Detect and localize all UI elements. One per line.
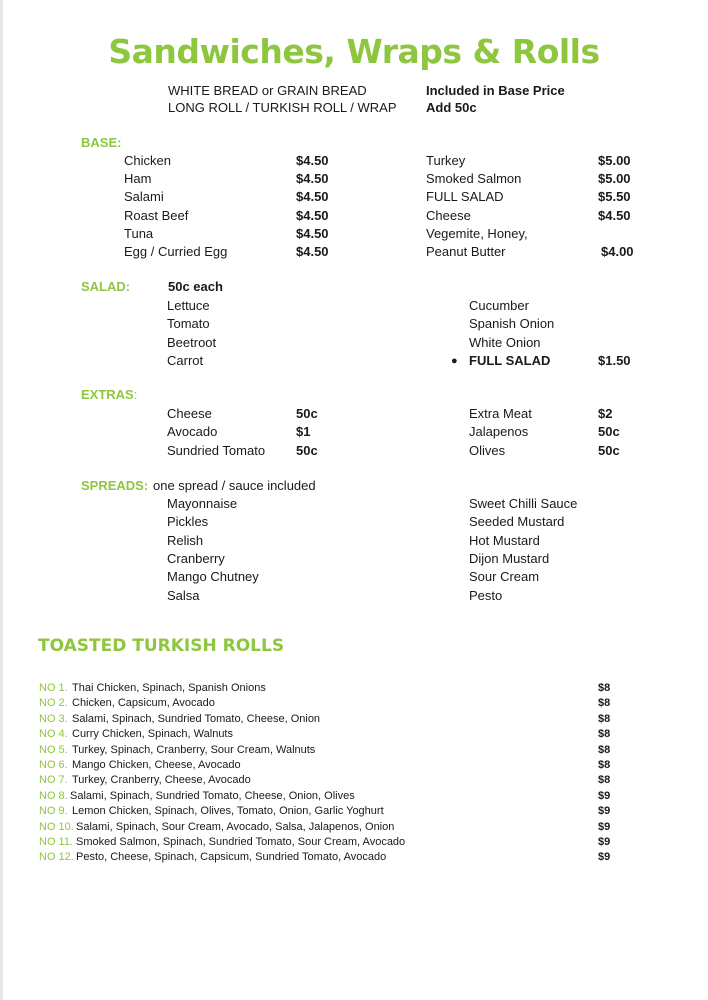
turkish-desc: Pesto, Cheese, Spinach, Capsicum, Sundried Tomato, Avocado [76,851,387,864]
spread-item-name: Cranberry [167,550,225,566]
salad-item-name: Lettuce [167,298,210,313]
spread-item-name: Pesto [469,587,503,603]
turkish-row [0,820,708,835]
extras-item-price: 50c [598,442,620,458]
turkish-number: NO 3. [39,712,68,725]
salad-heading: SALAD: [81,279,131,294]
turkish-price: $8 [598,682,611,694]
turkish-desc: Curry Chicken, Spinach, Walnuts [72,728,233,741]
turkish-row [0,758,708,773]
turkish-price: $8 [598,712,611,725]
base-item-price: $5.50 [598,189,631,205]
turkish-price: $8 [598,697,611,710]
turkish-number: NO 1. [39,682,68,694]
salad-item-name: Beetroot [167,334,217,350]
base-item-name: FULL SALAD [426,189,504,205]
spread-item-name: Sweet Chilli Sauce [469,496,578,511]
bullet-icon: ● [451,355,458,367]
turkish-desc: Thai Chicken, Spinach, Spanish Onions [72,682,266,694]
turkish-number: NO 6. [39,759,68,771]
base-item-name: Vegemite, Honey, [426,225,528,241]
turkish-number: NO 10. [39,820,74,833]
base-heading: BASE: [81,135,122,150]
spread-item-name: Seeded Mustard [469,514,565,530]
page-title: Sandwiches, Wraps & Rolls [108,32,600,71]
bread-line-1-price: Included in Base Price [426,83,565,98]
turkish-desc: Salami, Spinach, Sundried Tomato, Cheese, Onion [72,712,321,725]
base-item-price: $4.50 [296,153,329,168]
turkish-price: $9 [598,805,611,818]
extras-item-price: $2 [598,406,613,421]
extras-heading-colon: : [133,387,138,402]
turkish-price: $9 [598,789,611,802]
spread-item-name: Dijon Mustard [469,550,550,566]
spread-item-name: Salsa [167,587,200,603]
spread-item-name: Sour Cream [469,569,540,585]
turkish-desc: Mango Chicken, Cheese, Avocado [72,759,241,771]
spreads-heading: SPREADS: [81,478,149,493]
spread-item-name: Mayonnaise [167,496,238,511]
turkish-desc: Salami, Spinach, Sour Cream, Avocado, Salsa, Jalapenos, Onion [76,820,395,833]
base-item-price: $4.50 [296,244,329,259]
base-item-price: $4.50 [296,171,329,187]
bread-line-2-price: Add 50c [426,100,477,115]
extras-item-price: 50c [296,406,318,421]
turkish-desc: Smoked Salmon, Spinach, Sundried Tomato, Sour Cream, Avocado [76,836,406,848]
extras-heading-text: EXTRAS [81,387,134,402]
base-item-price: $4.50 [598,207,631,223]
turkish-row [0,804,708,819]
turkish-row [0,835,708,850]
base-item-name: Egg / Curried Egg [124,244,228,259]
turkish-price: $9 [598,820,611,833]
spread-item-name: Relish [167,532,204,548]
turkish-row [0,696,708,711]
base-item-price: $4.50 [296,225,329,241]
base-item-name: Chicken [124,153,171,168]
turkish-row [0,712,708,727]
turkish-number: NO 9. [39,805,68,818]
turkish-row [0,773,708,788]
turkish-number: NO 12. [39,851,74,864]
salad-item-name: Tomato [167,316,210,332]
spreads-note: one spread / sauce included [153,478,316,493]
salad-item-name: Cucumber [469,298,529,313]
turkish-row [0,789,708,804]
turkish-desc: Turkey, Spinach, Cranberry, Sour Cream, Walnuts [72,743,316,756]
extras-item-name: Jalapenos [469,424,529,440]
turkish-number: NO 7. [39,774,68,787]
base-item-name: Tuna [124,225,154,241]
turkish-heading: TOASTED TURKISH ROLLS [38,636,285,656]
extras-item-name: Olives [469,442,506,458]
turkish-row [0,727,708,742]
base-item-price: $4.50 [296,207,329,223]
extras-heading [81,387,137,402]
turkish-row [0,681,708,696]
extras-item-price: 50c [296,442,318,458]
turkish-price: $8 [598,759,611,771]
base-item-price: $4.00 [601,244,634,259]
turkish-number: NO 8. [39,789,68,802]
base-item-name: Roast Beef [124,207,189,223]
extras-item-name: Sundried Tomato [167,442,266,458]
turkish-row [0,850,708,865]
base-item-price: $5.00 [598,153,631,168]
extras-item-price: $1 [296,424,311,440]
salad-full-price: $1.50 [598,353,631,368]
turkish-price: $8 [598,774,611,787]
spread-item-name: Mango Chutney [167,569,259,585]
salad-item-name: Carrot [167,352,204,368]
turkish-number: NO 2. [39,697,68,710]
salad-note: 50c each [168,279,223,294]
salad-full-label: FULL SALAD [469,353,551,368]
extras-item-name: Extra Meat [469,406,532,421]
spread-item-name: Hot Mustard [469,532,540,548]
base-item-name: Turkey [426,153,466,168]
turkish-desc: Lemon Chicken, Spinach, Olives, Tomato, Onion, Garlic Yoghurt [72,805,384,818]
base-item-price: $5.00 [598,171,631,187]
turkish-number: NO 5. [39,743,68,756]
base-item-name: Salami [124,189,164,205]
base-item-name: Cheese [426,207,471,223]
base-item-name: Smoked Salmon [426,171,522,187]
turkish-number: NO 4. [39,728,68,741]
turkish-number: NO 11. [39,836,74,848]
salad-item-name: White Onion [469,334,541,350]
turkish-desc: Chicken, Capsicum, Avocado [72,697,215,710]
turkish-desc: Turkey, Cranberry, Cheese, Avocado [72,774,251,787]
extras-item-price: 50c [598,424,620,440]
extras-item-name: Cheese [167,406,212,421]
extras-item-name: Avocado [167,424,218,440]
turkish-price: $9 [598,836,611,848]
turkish-price: $9 [598,851,611,864]
turkish-row [0,743,708,758]
salad-item-name: Spanish Onion [469,316,555,332]
turkish-desc: Salami, Spinach, Sundried Tomato, Cheese, Onion, Olives [70,789,355,802]
base-item-price: $4.50 [296,189,329,205]
bread-line-2-label: LONG ROLL / TURKISH ROLL / WRAP [168,100,397,115]
spread-item-name: Pickles [167,514,209,530]
base-item-name: Ham [124,171,152,187]
turkish-price: $8 [598,728,611,741]
base-item-name: Peanut Butter [426,244,506,259]
bread-line-1-label: WHITE BREAD or GRAIN BREAD [168,83,367,98]
turkish-price: $8 [598,743,611,756]
